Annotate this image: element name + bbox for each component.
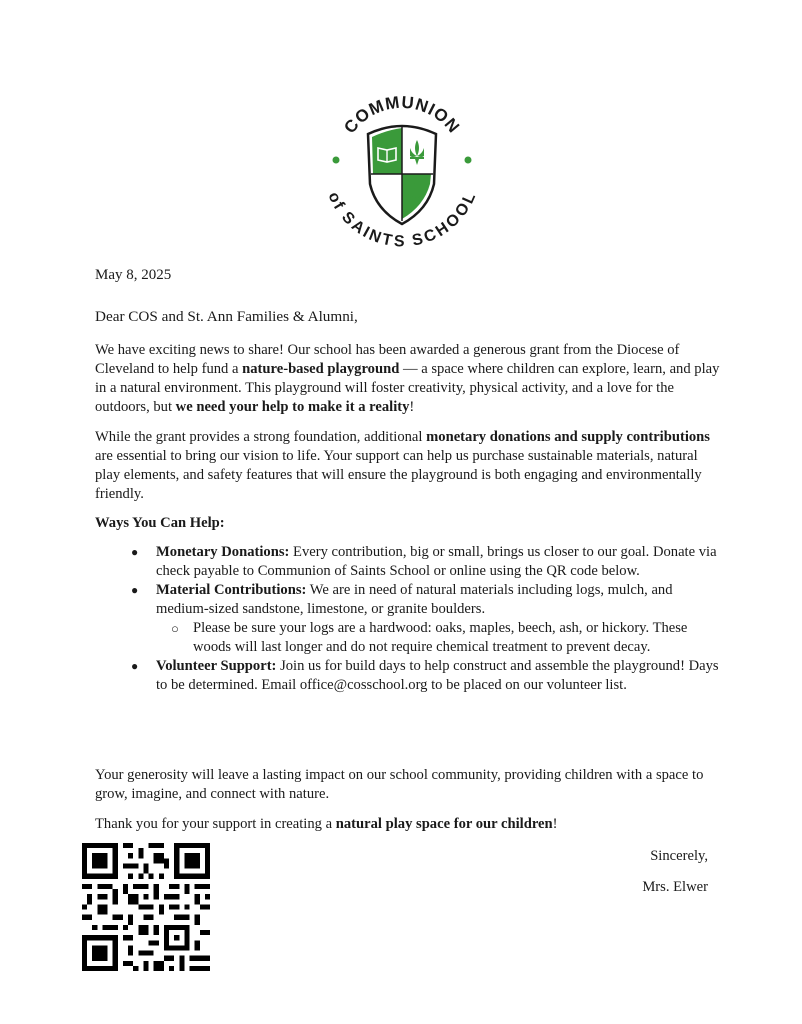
paragraph-announcement: We have exciting news to share! Our school has been awarded a generous grant from the Diocese of Cleveland to help fund a nature-based playground — a space where children can explore, learn, and play in a natural environment. This playground will foster creativity, physical activity, and a love for the outdoors, but we need your help to make it a reality! <box>95 342 720 415</box>
bullet-icon: ● <box>131 583 139 597</box>
help-list <box>95 543 725 695</box>
logo-bottom-text: of SAINTS SCHOOL <box>324 189 480 248</box>
letter-date: May 8, 2025 <box>95 267 172 283</box>
signer-name: Mrs. Elwer <box>642 879 708 895</box>
ways-heading: Ways You Can Help: <box>95 515 225 531</box>
bullet-icon: ● <box>131 659 139 673</box>
closing: Sincerely, <box>650 848 708 864</box>
crest-shield-icon <box>368 126 436 224</box>
bullet-icon: ● <box>131 545 139 559</box>
school-logo <box>322 88 482 248</box>
paragraph-impact: Your generosity will leave a lasting impact on our school community, providing children with a space to grow, imagine, and connect with nature. <box>95 767 704 802</box>
paragraph-thanks: Thank you for your support in creating a natural play space for our children! <box>95 816 558 832</box>
list-item: ● Monetary Donations: Every contribution, big or small, brings us closer to our goal. Donate via check payable to Communion of Saints School or online using the QR code below. <box>131 544 717 579</box>
letter-salutation: Dear COS and St. Ann Families & Alumni, <box>95 308 358 325</box>
sub-list-item: ○ Please be sure your logs are a hardwood: oaks, maples, beech, ash, or hickory. These woods will last longer and do not require chemical treatment to prevent decay. <box>171 620 688 655</box>
list-item: ● Material Contributions: We are in need of natural materials including logs, mulch, and medium-sized sandstone, limestone, or granite boulders. <box>131 582 673 617</box>
circle-bullet-icon: ○ <box>171 621 179 636</box>
qr-code-icon[interactable] <box>82 843 210 971</box>
logo-top-text: COMMUNION <box>340 92 464 138</box>
list-item: ● Volunteer Support: Join us for build days to help construct and assemble the playground! Days to be determined. Email office@cosschool.org to be placed on our volunteer list. <box>131 658 719 693</box>
paragraph-grant: While the grant provides a strong foundation, additional monetary donations and supply contributions are essential to bring our vision to life. Your support can help us purchase sustainable materials, natural play elements, and safety features that will ensure the playground is both engaging and environmentally friendly. <box>95 429 710 502</box>
